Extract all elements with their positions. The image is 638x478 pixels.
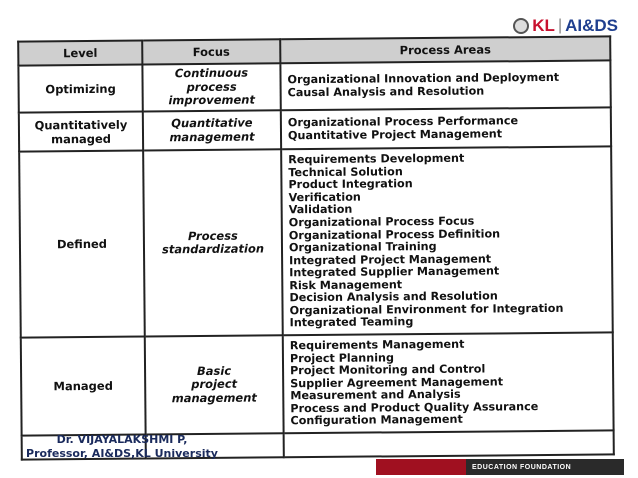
table-row	[19, 108, 611, 152]
focus-text: improvement	[168, 92, 256, 108]
focus-cell	[143, 149, 283, 337]
process-area-item: Configuration Management	[290, 413, 463, 428]
process-area-item: Decision Analysis and Resolution	[289, 289, 498, 305]
focus-text: management	[171, 390, 257, 406]
process-area-item: Product Integration	[288, 177, 413, 192]
maturity-levels-table	[17, 35, 615, 460]
level-text: Quantitatively	[34, 117, 128, 133]
table-row	[21, 333, 614, 435]
logo-kl: KL	[532, 16, 555, 35]
process-area-item: Project Planning	[289, 350, 395, 365]
focus-text: management	[169, 129, 255, 144]
focus-cell	[142, 63, 280, 112]
footer-banner	[376, 459, 624, 475]
process-area-item: Technical Solution	[288, 165, 403, 180]
author-name: Dr. VIJAYALAKSHMI P,	[56, 433, 188, 446]
author-credit	[22, 433, 222, 461]
maturity-table-wrapper	[17, 35, 615, 460]
level-cell	[21, 337, 146, 435]
process-area-item: Requirements Development	[288, 151, 465, 167]
header-focus: Focus	[142, 39, 280, 64]
level-cell	[18, 65, 142, 113]
table-row	[19, 146, 613, 338]
process-areas-cell	[281, 108, 611, 149]
focus-cell	[143, 111, 281, 151]
process-area-item: Requirements Management	[289, 337, 465, 353]
focus-text: Basic	[196, 363, 232, 378]
focus-text: project	[191, 376, 238, 392]
process-areas-cell	[284, 430, 614, 457]
focus-text: Quantitative	[171, 115, 253, 131]
process-area-item: Measurement and Analysis	[290, 387, 461, 403]
process-area-item: Integrated Teaming	[289, 315, 414, 330]
process-area-item: Validation	[288, 203, 353, 217]
table-body	[18, 60, 613, 459]
process-area-item: Process and Product Quality Assurance	[290, 399, 539, 416]
process-area-item: Organizational Process Definition	[288, 226, 501, 242]
process-area-item: Organizational Innovation and Deployment	[287, 70, 560, 87]
logo-aids: AI&DS	[565, 16, 618, 35]
process-area-item: Integrated Supplier Management	[289, 264, 500, 280]
footer-red-block	[376, 459, 466, 475]
process-areas-cell	[281, 146, 613, 335]
process-area-item: Organizational Process Focus	[288, 214, 475, 230]
level-text: managed	[50, 131, 112, 146]
focus-cell	[145, 336, 284, 434]
level-cell	[19, 112, 143, 152]
process-area-item: Quantitative Project Management	[287, 126, 503, 142]
process-area-item: Integrated Project Management	[289, 252, 492, 267]
header-level: Level	[18, 41, 142, 66]
process-area-item: Causal Analysis and Resolution	[287, 84, 485, 99]
logo-separator: |	[557, 17, 563, 34]
process-areas-cell	[283, 333, 614, 433]
focus-text: Continuous	[174, 65, 249, 81]
footer-text: EDUCATION FOUNDATION	[472, 463, 572, 471]
kl-aids-logo	[513, 16, 618, 36]
process-area-item: Project Monitoring and Control	[290, 362, 486, 378]
process-area-item: Organizational Process Performance	[287, 114, 519, 130]
process-area-item: Supplier Agreement Management	[290, 375, 504, 390]
focus-text: Process	[187, 228, 238, 243]
process-area-item: Risk Management	[289, 277, 403, 292]
process-areas-cell	[280, 60, 610, 110]
level-cell	[19, 150, 145, 338]
process-area-item: Organizational Environment for Integration	[289, 301, 564, 318]
level-text: Managed	[53, 378, 113, 394]
focus-text: process	[186, 79, 237, 94]
level-text: Optimizing	[45, 81, 116, 97]
seal-icon	[513, 18, 529, 34]
process-area-item: Organizational Training	[288, 240, 437, 255]
focus-text: standardization	[161, 241, 265, 257]
header-process-areas: Process Areas	[280, 36, 610, 63]
author-title: Professor, AI&DS,KL University	[26, 446, 218, 460]
table-row	[18, 60, 610, 112]
level-text: Defined	[56, 236, 108, 252]
process-area-item: Verification	[288, 190, 361, 205]
